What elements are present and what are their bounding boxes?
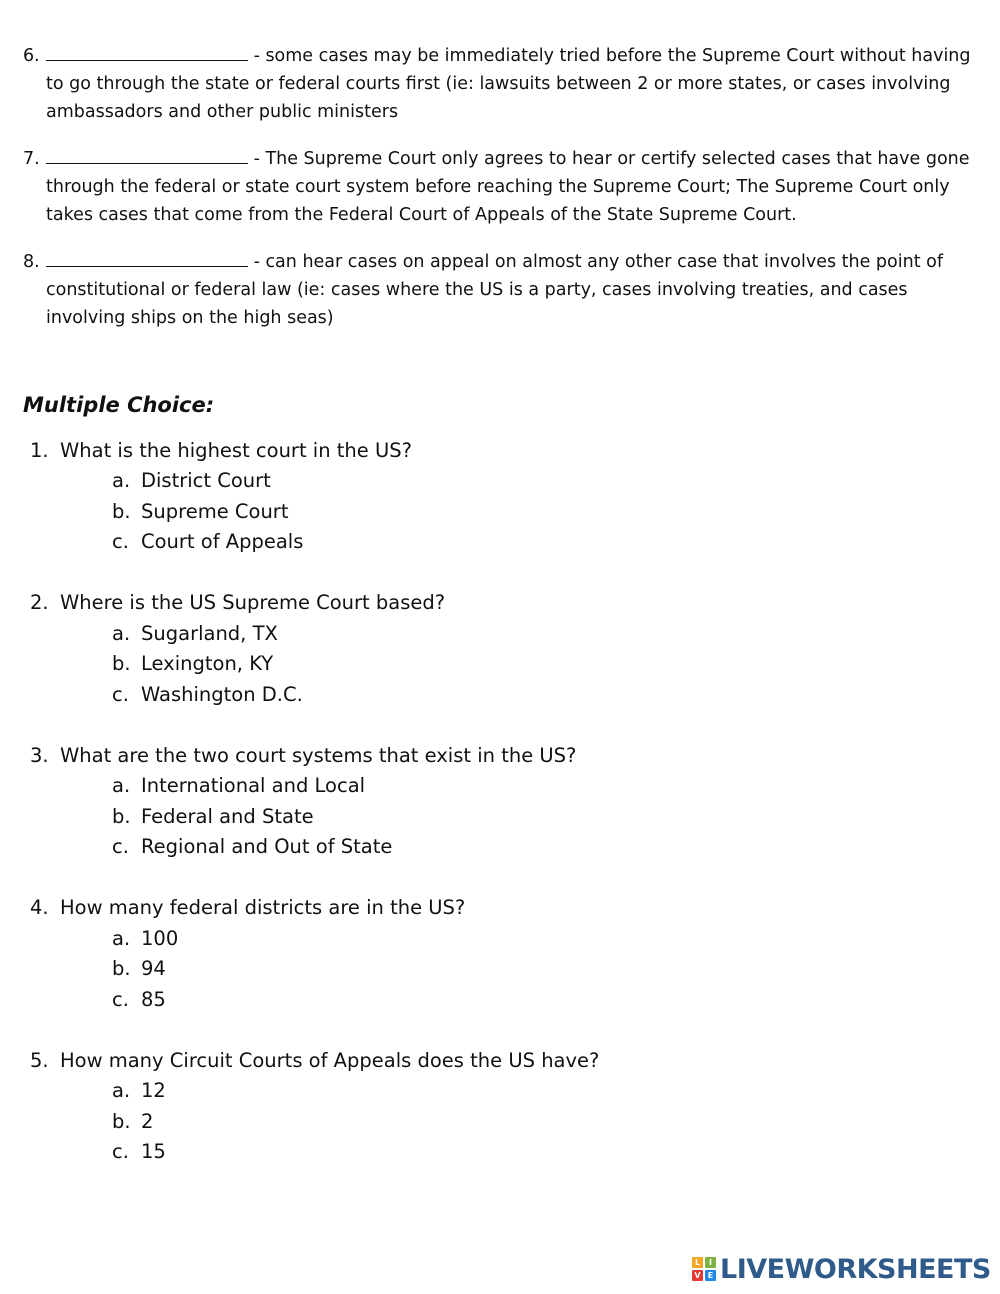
- liveworksheets-logo: [692, 1252, 991, 1286]
- option-2a[interactable]: [112, 619, 278, 650]
- option-letter: b.: [112, 805, 131, 828]
- option-letter: b.: [112, 652, 131, 675]
- option-3a[interactable]: [112, 771, 365, 802]
- question-text: Where is the US Supreme Court based?: [60, 591, 446, 614]
- item-text: - The Supreme Court only agrees to hear or certify selected cases that have gone through the federal or state court system before reaching the Supreme Court; The Supreme Court only takes cases that come from the Federal Court of Appeals of the State Supreme Court.: [46, 149, 970, 225]
- question-number: 5.: [30, 1049, 49, 1072]
- option-letter: b.: [112, 1110, 131, 1133]
- option-4c[interactable]: [112, 985, 166, 1016]
- option-letter: c.: [112, 835, 129, 858]
- option-letter: c.: [112, 988, 129, 1011]
- option-5a[interactable]: [112, 1076, 166, 1107]
- option-letter: b.: [112, 500, 131, 523]
- option-4b[interactable]: [112, 954, 166, 985]
- option-text: 15: [141, 1140, 166, 1163]
- option-3b[interactable]: [112, 802, 314, 833]
- item-number: 6.: [23, 46, 40, 66]
- question-4: [30, 893, 465, 924]
- question-1: [30, 436, 412, 467]
- option-letter: a.: [112, 774, 131, 797]
- option-5c[interactable]: [112, 1137, 166, 1168]
- option-text: 85: [141, 988, 166, 1011]
- option-letter: c.: [112, 530, 129, 553]
- logo-text: LIVEWORKSHEETS: [720, 1253, 991, 1285]
- option-text: District Court: [141, 469, 271, 492]
- answer-blank[interactable]: [46, 149, 248, 164]
- logo-block-i: I: [705, 1257, 716, 1268]
- option-letter: b.: [112, 957, 131, 980]
- logo-blocks-icon: [692, 1257, 716, 1281]
- option-text: 2: [141, 1110, 154, 1133]
- option-text: 100: [141, 927, 179, 950]
- item-text: - can hear cases on appeal on almost any other case that involves the point of constitutional or federal law (ie: cases where the US is a party, cases involving treaties, and cases involving ships on the high seas): [46, 252, 943, 328]
- question-number: 2.: [30, 591, 49, 614]
- question-text: How many federal districts are in the US?: [60, 896, 466, 919]
- option-text: Lexington, KY: [141, 652, 274, 675]
- fill-in-item-8: [23, 248, 973, 332]
- question-text: How many Circuit Courts of Appeals does the US have?: [60, 1049, 600, 1072]
- item-number: 7.: [23, 149, 40, 169]
- option-2b[interactable]: [112, 649, 273, 680]
- option-text: Supreme Court: [141, 500, 289, 523]
- fill-in-item-6: [23, 42, 973, 126]
- question-text: What is the highest court in the US?: [60, 439, 412, 462]
- question-text: What are the two court systems that exist in the US?: [60, 744, 577, 767]
- option-5b[interactable]: [112, 1107, 153, 1138]
- option-1c[interactable]: [112, 527, 303, 558]
- question-number: 4.: [30, 896, 49, 919]
- logo-block-l: L: [692, 1257, 703, 1268]
- question-5: [30, 1046, 599, 1077]
- option-1a[interactable]: [112, 466, 271, 497]
- question-3: [30, 741, 576, 772]
- option-4a[interactable]: [112, 924, 178, 955]
- option-text: Sugarland, TX: [141, 622, 278, 645]
- option-letter: a.: [112, 622, 131, 645]
- question-number: 1.: [30, 439, 49, 462]
- option-text: Regional and Out of State: [141, 835, 393, 858]
- answer-blank[interactable]: [46, 252, 248, 267]
- logo-block-e: E: [705, 1270, 716, 1281]
- option-text: Federal and State: [141, 805, 314, 828]
- option-3c[interactable]: [112, 832, 392, 863]
- option-letter: a.: [112, 469, 131, 492]
- question-2: [30, 588, 445, 619]
- option-letter: c.: [112, 683, 129, 706]
- item-text: - some cases may be immediately tried before the Supreme Court without having to go through the state or federal courts first (ie: lawsuits between 2 or more states, or cases involving ambassadors and other public ministers: [46, 46, 971, 122]
- option-2c[interactable]: [112, 680, 303, 711]
- answer-blank[interactable]: [46, 46, 248, 61]
- logo-block-v: V: [692, 1270, 703, 1281]
- option-1b[interactable]: [112, 497, 288, 528]
- option-letter: c.: [112, 1140, 129, 1163]
- option-letter: a.: [112, 1079, 131, 1102]
- option-text: Washington D.C.: [141, 683, 303, 706]
- option-text: 12: [141, 1079, 166, 1102]
- fill-in-item-7: [23, 145, 973, 229]
- question-number: 3.: [30, 744, 49, 767]
- section-heading: Multiple Choice:: [23, 393, 215, 417]
- item-number: 8.: [23, 252, 40, 272]
- option-text: International and Local: [141, 774, 366, 797]
- option-text: 94: [141, 957, 166, 980]
- option-letter: a.: [112, 927, 131, 950]
- option-text: Court of Appeals: [141, 530, 304, 553]
